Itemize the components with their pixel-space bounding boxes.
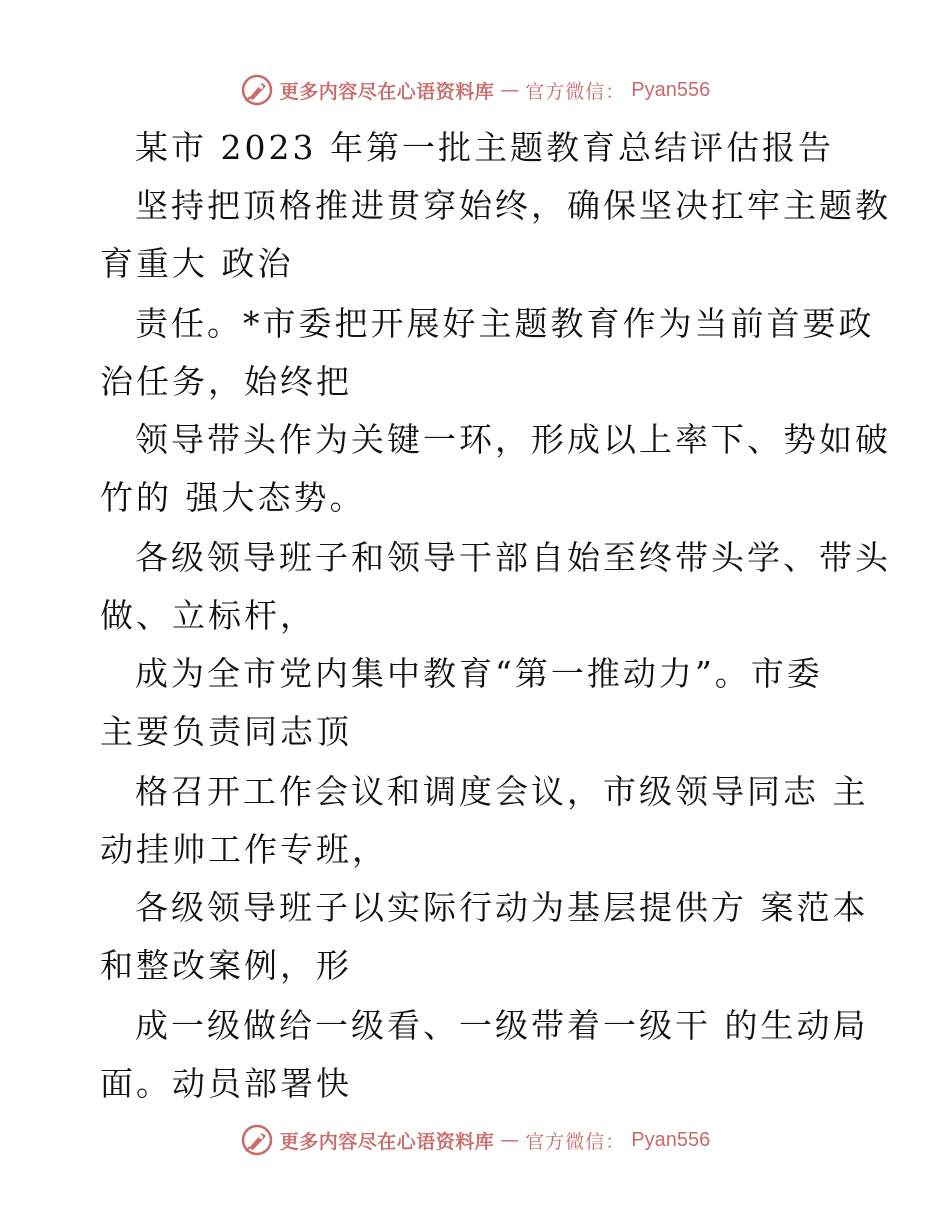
text-line: 动挂帅工作专班， [100,830,388,869]
text-line: 和整改案例，形 [100,946,352,985]
text-line: 面。动员部署快 [100,1064,352,1103]
text-line: 各级领导班子和领导干部自始至终带头学、带头 [135,538,891,577]
watermark-dash: — [500,79,520,101]
text-line: 成一级做给一级看、一级带着一级干 的生动局 [135,1006,869,1045]
pen-nib-logo-icon [240,1123,274,1157]
watermark-wechat-id: Pyan556 [631,78,711,101]
watermark-site-text: 更多内容尽在心语资料库 [279,1130,495,1153]
watermark-dash: — [500,1129,520,1151]
text-line: 治任务，始终把 [100,362,352,401]
text-line: 主要负责同志顶 [100,712,352,751]
document-title: 某市 2023 年第一批主题教育总结评估报告 [135,128,834,167]
text-line: 竹的 强大态势。 [100,478,366,517]
text-line: 领导带头作为关键一环，形成以上率下、势如破 [135,420,891,459]
text-line: 成为全市党内集中教育“第一推动力”。市委 [135,654,823,693]
watermark-wechat-label: 官方微信： [525,80,626,103]
header-watermark [0,70,950,110]
watermark-wechat-label: 官方微信： [525,1130,626,1153]
pen-nib-logo-icon [240,73,274,107]
footer-watermark [0,1120,950,1160]
watermark-wechat-id: Pyan556 [631,1128,711,1151]
text-line: 育重大 政治 [100,244,294,283]
text-line: 各级领导班子以实际行动为基层提供方 案范本 [135,888,869,927]
text-line: 责任。*市委把开展好主题教育作为当前首要政 [135,304,875,343]
text-line: 做、立标杆， [100,596,316,635]
text-line: 格召开工作会议和调度会议，市级领导同志 主 [135,772,869,811]
text-line: 坚持把顶格推进贯穿始终，确保坚决扛牢主题教 [135,186,891,225]
watermark-site-text: 更多内容尽在心语资料库 [279,80,495,103]
